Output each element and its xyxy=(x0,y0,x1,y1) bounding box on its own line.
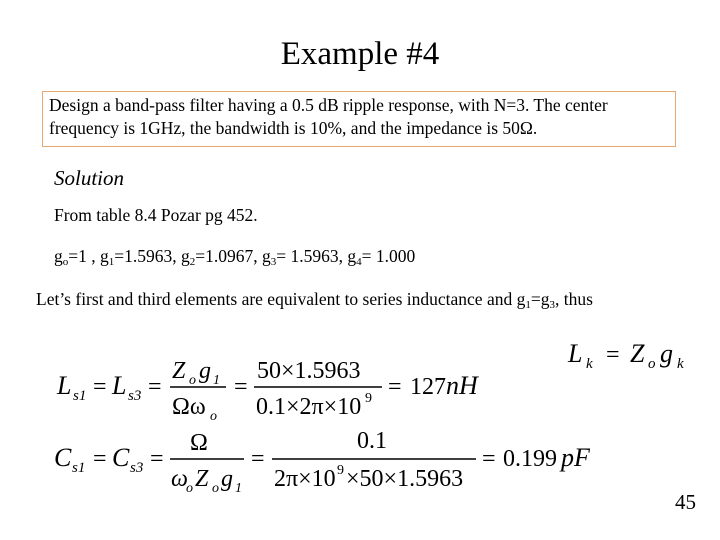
svg-text:o: o xyxy=(186,481,193,496)
svg-text:o: o xyxy=(210,409,217,424)
svg-text:1: 1 xyxy=(213,373,220,388)
svg-text:o: o xyxy=(648,356,656,372)
svg-text:C: C xyxy=(54,443,72,472)
g4-value: $g_4= 1.000$ xyxy=(347,246,416,268)
svg-text:Z: Z xyxy=(172,358,186,384)
g3-value: $g_3= 1.5963$, xyxy=(262,246,348,268)
solution-heading: Solution xyxy=(54,166,125,190)
svg-text:g: g xyxy=(660,339,673,368)
svg-text:C: C xyxy=(112,443,130,472)
svg-text:=: = xyxy=(388,374,402,400)
svg-text:g: g xyxy=(221,466,233,492)
problem-text: Design a band-pass filter having a 0.5 dB ripple response, with N=3. The center frequency is 1GHz, the bandwidth is 10%, and the impedance is 50Ω. xyxy=(49,95,608,138)
g2-value: $g_2=1.0967$, xyxy=(181,246,262,268)
svg-text:=: = xyxy=(606,342,620,368)
svg-text:=: = xyxy=(482,446,496,472)
svg-text:k: k xyxy=(586,356,593,372)
svg-text:0.1×2π×10: 0.1×2π×10 xyxy=(256,394,362,420)
svg-text:ω: ω xyxy=(171,466,188,492)
svg-text:nH: nH xyxy=(446,371,478,400)
page-number: 45 xyxy=(675,490,696,514)
svg-text:=: = xyxy=(93,374,107,400)
svg-text:=: = xyxy=(251,446,265,472)
svg-text:s3: s3 xyxy=(128,388,142,404)
slide-title: Example #4 xyxy=(280,36,440,72)
svg-text:s3: s3 xyxy=(130,460,144,476)
lk-formula xyxy=(560,334,710,374)
svg-text:s1: s1 xyxy=(73,388,87,404)
svg-text:k: k xyxy=(677,356,684,372)
reference-line: From table 8.4 Pozar pg 452. xyxy=(54,205,258,225)
svg-text:g: g xyxy=(199,358,211,384)
svg-text:0.199: 0.199 xyxy=(503,446,557,472)
svg-text:L: L xyxy=(112,371,127,400)
svg-text:s1: s1 xyxy=(72,460,86,476)
svg-text:Ωω: Ωω xyxy=(172,394,206,420)
svg-text:Ω: Ω xyxy=(190,430,208,456)
svg-text:127: 127 xyxy=(410,374,446,400)
g1-value: $g_1=1.5963$, xyxy=(100,246,181,268)
svg-text:=: = xyxy=(234,374,248,400)
g0-value: $g_o=1$ , xyxy=(54,246,100,268)
svg-text:o: o xyxy=(212,481,219,496)
inductance-formula xyxy=(52,352,512,424)
svg-text:×50×1.5963: ×50×1.5963 xyxy=(346,466,464,492)
svg-text:L: L xyxy=(57,371,72,400)
svg-text:9: 9 xyxy=(337,463,344,478)
svg-text:1: 1 xyxy=(235,481,242,496)
svg-text:o: o xyxy=(189,373,196,388)
svg-text:9: 9 xyxy=(365,391,372,406)
capacitance-formula xyxy=(52,426,612,498)
svg-text:50×1.5963: 50×1.5963 xyxy=(257,358,361,384)
svg-text:=: = xyxy=(93,446,107,472)
svg-text:=: = xyxy=(150,446,164,472)
svg-text:Z: Z xyxy=(630,339,645,368)
svg-text:=: = xyxy=(148,374,162,400)
svg-text:0.1: 0.1 xyxy=(357,428,387,454)
problem-box xyxy=(42,91,676,147)
svg-text:pF: pF xyxy=(561,443,590,472)
g-values-line xyxy=(54,245,415,267)
svg-text:Z: Z xyxy=(195,466,209,492)
svg-text:L: L xyxy=(568,339,583,368)
svg-text:2π×10: 2π×10 xyxy=(274,466,336,492)
elements-line: Let’s first and third elements are equivalent to series inductance and $g_1=g_3$, thus xyxy=(36,289,593,311)
